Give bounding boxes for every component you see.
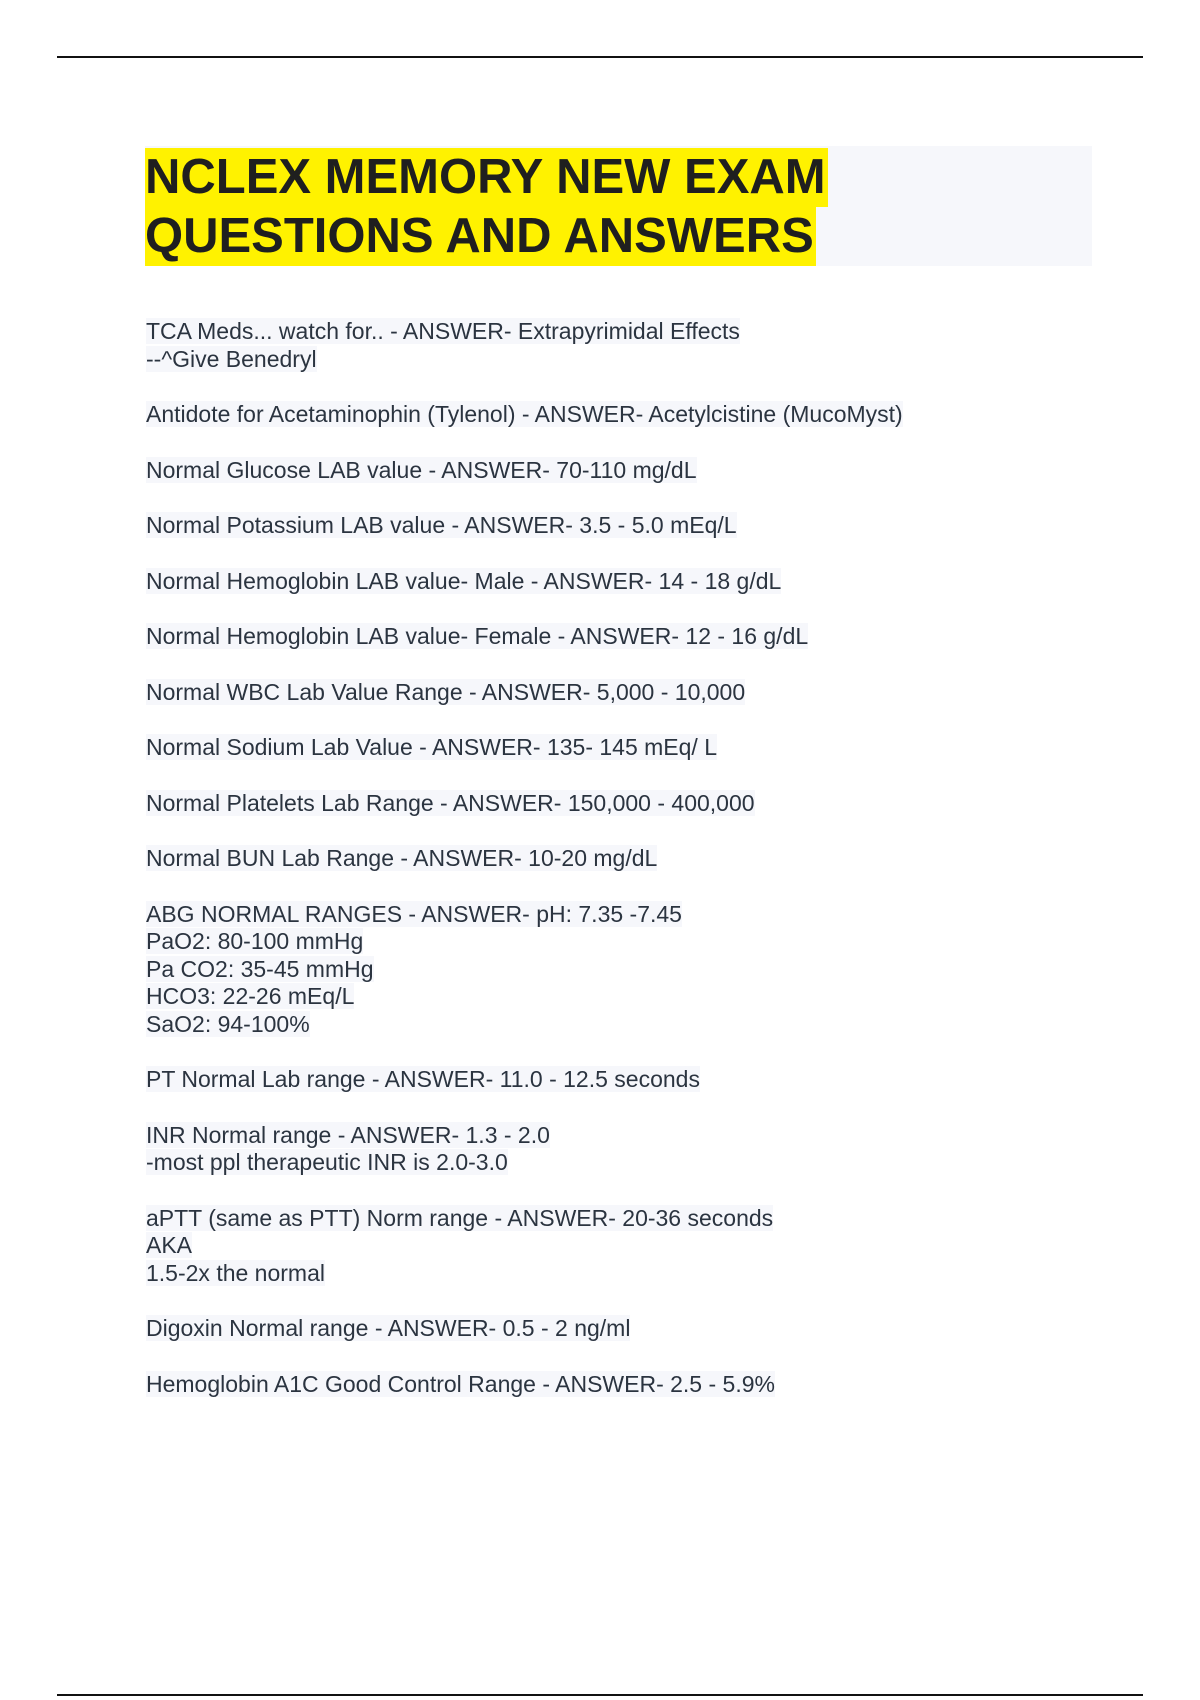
qa-line xyxy=(146,790,1126,818)
qa-text: PT Normal Lab range - ANSWER- 11.0 - 12.5 seconds xyxy=(146,1066,700,1092)
qa-line xyxy=(146,1205,1126,1233)
qa-text: Normal BUN Lab Range - ANSWER- 10-20 mg/dL xyxy=(146,845,658,871)
qa-line xyxy=(146,928,1126,956)
title-line: QUESTIONS AND ANSWERS xyxy=(145,207,816,266)
qa-text: Normal Sodium Lab Value - ANSWER- 135- 145 mEq/ L xyxy=(146,734,717,760)
qa-text: ABG NORMAL RANGES - ANSWER- pH: 7.35 -7.45 xyxy=(146,900,682,927)
top-rule xyxy=(57,56,1143,58)
qa-line xyxy=(146,1011,1126,1039)
qa-line xyxy=(146,401,1126,429)
qa-item xyxy=(146,457,1126,485)
qa-line xyxy=(146,623,1126,651)
qa-line xyxy=(146,1066,1126,1094)
qa-item xyxy=(146,734,1126,762)
qa-item xyxy=(146,623,1126,651)
qa-line xyxy=(146,1149,1126,1177)
bottom-rule xyxy=(57,1694,1143,1696)
qa-item xyxy=(146,1066,1126,1094)
qa-item xyxy=(146,845,1126,873)
qa-item xyxy=(146,401,1126,429)
qa-line xyxy=(146,1122,1126,1150)
qa-line xyxy=(146,346,1126,374)
qa-text: Pa CO2: 35-45 mmHg xyxy=(146,955,374,982)
qa-line xyxy=(146,512,1126,540)
qa-item xyxy=(146,1371,1126,1399)
qa-item xyxy=(146,1205,1126,1288)
qa-item xyxy=(146,512,1126,540)
qa-line xyxy=(146,734,1126,762)
qa-text: Normal Hemoglobin LAB value- Male - ANSWER- 14 - 18 g/dL xyxy=(146,567,782,594)
qa-text: Normal Potassium LAB value - ANSWER- 3.5 - 5.0 mEq/L xyxy=(146,512,737,538)
qa-item xyxy=(146,1315,1126,1343)
qa-text: TCA Meds... watch for.. - ANSWER- Extrapyrimidal Effects xyxy=(146,318,740,344)
qa-item xyxy=(146,679,1126,707)
qa-text: PaO2: 80-100 mmHg xyxy=(146,928,364,954)
qa-text: HCO3: 22-26 mEq/L xyxy=(146,983,355,1009)
qa-text: Normal WBC Lab Value Range - ANSWER- 5,000 - 10,000 xyxy=(146,678,746,705)
title-line: NCLEX MEMORY NEW EXAM xyxy=(145,148,828,207)
qa-text: 1.5-2x the normal xyxy=(146,1259,325,1286)
qa-line xyxy=(146,679,1126,707)
qa-line xyxy=(146,1260,1126,1288)
document-title xyxy=(145,148,828,266)
qa-text: -most ppl therapeutic INR is 2.0-3.0 xyxy=(146,1149,508,1175)
qa-line xyxy=(146,1371,1126,1399)
qa-text: --^Give Benedryl xyxy=(146,345,317,372)
qa-text: Normal Platelets Lab Range - ANSWER- 150,000 - 400,000 xyxy=(146,789,755,816)
qa-text: INR Normal range - ANSWER- 1.3 - 2.0 xyxy=(146,1121,550,1148)
qa-line xyxy=(146,1315,1126,1343)
qa-text: Digoxin Normal range - ANSWER- 0.5 - 2 ng/ml xyxy=(146,1315,631,1341)
qa-item xyxy=(146,901,1126,1039)
qa-text: Normal Hemoglobin LAB value- Female - ANSWER- 12 - 16 g/dL xyxy=(146,623,809,649)
qa-line xyxy=(146,845,1126,873)
qa-item xyxy=(146,1122,1126,1177)
qa-line xyxy=(146,901,1126,929)
qa-text: Antidote for Acetaminophin (Tylenol) - ANSWER- Acetylcistine (MucoMyst) xyxy=(146,401,903,427)
qa-line xyxy=(146,983,1126,1011)
qa-line xyxy=(146,956,1126,984)
qa-text: Normal Glucose LAB value - ANSWER- 70-110 mg/dL xyxy=(146,456,697,483)
qa-line xyxy=(146,1232,1126,1260)
qa-line xyxy=(146,457,1126,485)
qa-item xyxy=(146,790,1126,818)
qa-list xyxy=(146,318,1126,1426)
qa-text: SaO2: 94-100% xyxy=(146,1010,310,1037)
qa-line xyxy=(146,568,1126,596)
qa-text: Hemoglobin A1C Good Control Range - ANSWER- 2.5 - 5.9% xyxy=(146,1370,775,1397)
qa-text: aPTT (same as PTT) Norm range - ANSWER- 20-36 seconds xyxy=(146,1204,774,1231)
qa-item xyxy=(146,318,1126,373)
qa-text: AKA xyxy=(146,1232,193,1258)
qa-line xyxy=(146,318,1126,346)
qa-item xyxy=(146,568,1126,596)
